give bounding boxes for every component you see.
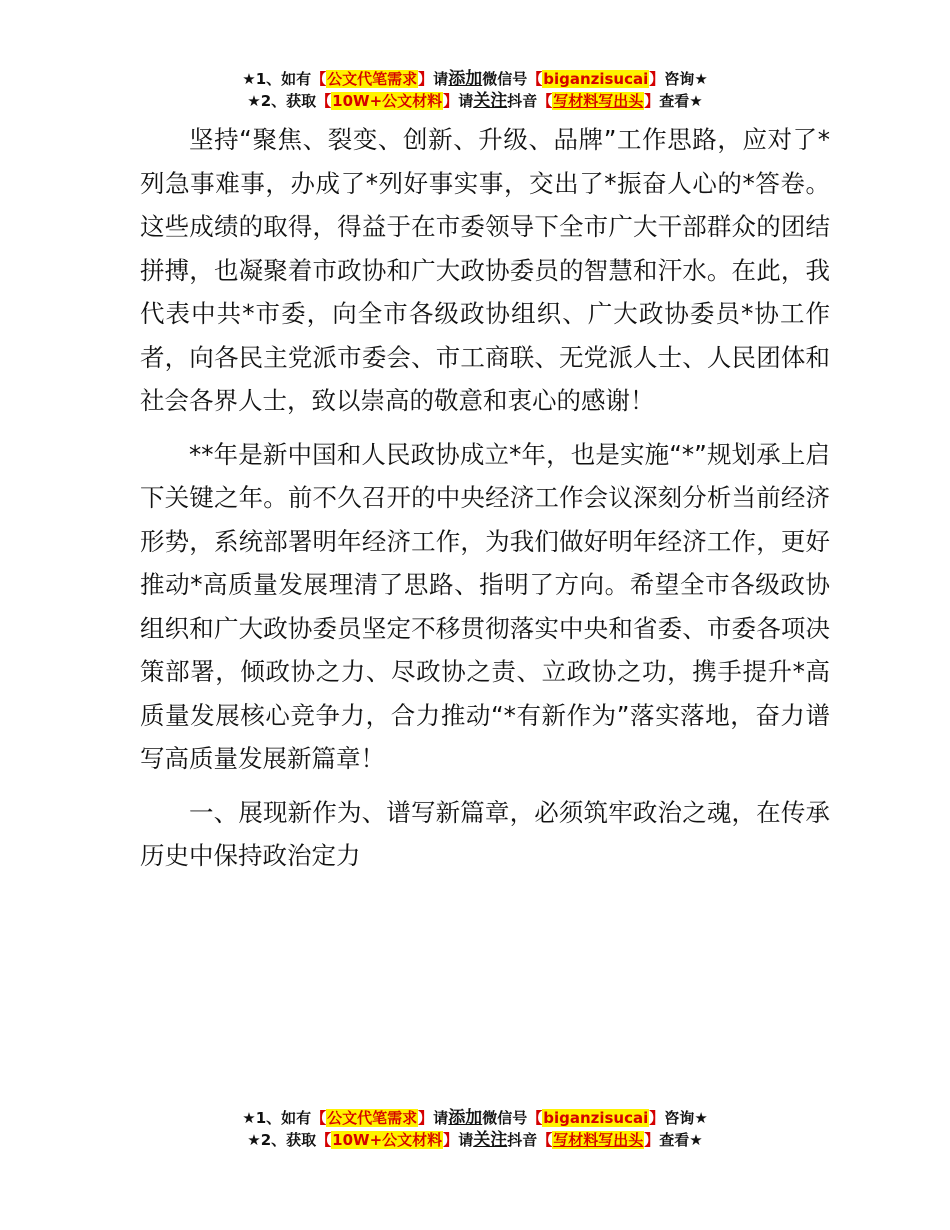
bracket-open: 【 bbox=[311, 1109, 327, 1127]
footer-line-2-suffix: 查看 bbox=[659, 1131, 690, 1149]
bracket-close: 】 bbox=[443, 92, 459, 110]
bracket-open: 【 bbox=[527, 70, 543, 88]
star-icon: ★ bbox=[247, 92, 261, 110]
footer-line-1 bbox=[0, 1107, 950, 1129]
footer-line-1-prefix: 1、如有 bbox=[255, 1109, 312, 1127]
bracket-close: 】 bbox=[649, 70, 665, 88]
header-line-2 bbox=[0, 90, 950, 112]
header-line-2-prefix: 2、获取 bbox=[260, 92, 317, 110]
wechat-id-highlight: biganzisucai bbox=[543, 1109, 649, 1127]
footer-line-2 bbox=[0, 1129, 950, 1151]
bracket-open: 【 bbox=[537, 92, 553, 110]
star-icon: ★ bbox=[247, 1131, 261, 1149]
footer-banner bbox=[0, 1107, 950, 1151]
document-body bbox=[140, 118, 830, 888]
header-line-1-add: 添加 bbox=[448, 69, 483, 89]
header-line-1-prefix: 1、如有 bbox=[255, 70, 312, 88]
wechat-id-highlight: biganzisucai bbox=[543, 70, 649, 88]
header-line-1-mid: 请 bbox=[433, 70, 449, 88]
paragraph: 坚持“聚焦、裂变、创新、升级、品牌”工作思路，应对了*列急事难事，办成了*列好事实事，交出了*振奋人心的*答卷。这些成绩的取得，得益于在市委领导下全市广大干部群众的团结拼搏，也凝聚着市政协和广大政协委员的智慧和汗水。在此，我代表中共*市委，向全市各级政协组织、广大政协委员*协工作者，向各民主党派市委会、市工商联、无党派人士、人民团体和社会各界人士，致以崇高的敬意和衷心的感谢！ bbox=[140, 125, 830, 415]
bracket-open: 【 bbox=[311, 70, 327, 88]
header-banner bbox=[0, 68, 950, 112]
section-heading: 一、展现新作为、谱写新篇章，必须筑牢政治之魂，在传承历史中保持政治定力 bbox=[140, 797, 830, 870]
header-line-2-mid: 请 bbox=[458, 92, 474, 110]
footer-line-1-suffix: 咨询 bbox=[664, 1109, 695, 1127]
materials-highlight: 10W+公文材料 bbox=[332, 1131, 443, 1149]
header-line-1-suffix: 咨询 bbox=[664, 70, 695, 88]
footer-line-1-mid: 请 bbox=[433, 1109, 449, 1127]
bracket-open: 【 bbox=[316, 1131, 332, 1149]
bracket-close: 】 bbox=[644, 1131, 660, 1149]
footer-line-2-mid-after: 抖音 bbox=[507, 1131, 538, 1149]
star-icon: ★ bbox=[242, 1109, 256, 1127]
bracket-open: 【 bbox=[316, 92, 332, 110]
header-line-1-mid-after: 微信号 bbox=[482, 70, 528, 88]
footer-line-1-mid-after: 微信号 bbox=[482, 1109, 528, 1127]
footer-line-2-prefix: 2、获取 bbox=[260, 1131, 317, 1149]
bracket-close: 】 bbox=[649, 1109, 665, 1127]
bracket-open: 【 bbox=[527, 1109, 543, 1127]
bracket-close: 】 bbox=[418, 1109, 434, 1127]
douyin-account-highlight: 写材料写出头 bbox=[553, 1131, 644, 1149]
footer-line-2-follow: 关注 bbox=[473, 1130, 508, 1150]
douyin-account-highlight: 写材料写出头 bbox=[553, 92, 644, 110]
header-line-1 bbox=[0, 68, 950, 90]
header-line-2-mid-after: 抖音 bbox=[507, 92, 538, 110]
footer-line-1-add: 添加 bbox=[448, 1108, 483, 1128]
star-icon: ★ bbox=[694, 1109, 708, 1127]
ghostwriting-highlight: 公文代笔需求 bbox=[327, 70, 418, 88]
footer-line-2-mid: 请 bbox=[458, 1131, 474, 1149]
star-icon: ★ bbox=[689, 92, 703, 110]
star-icon: ★ bbox=[689, 1131, 703, 1149]
paragraph: **年是新中国和人民政协成立*年，也是实施“*”规划承上启下关键之年。前不久召开的中央经济工作会议深刻分析当前经济形势，系统部署明年经济工作，为我们做好明年经济工作，更好推动*高质量发展理清了思路、指明了方向。希望全市各级政协组织和广大政协委员坚定不移贯彻落实中央和省委、市委各项决策部署，倾政协之力、尽政协之责、立政协之功，携手提升*高质量发展核心竞争力，合力推动“*有新作为”落实落地，奋力谱写高质量发展新篇章！ bbox=[140, 439, 830, 773]
star-icon: ★ bbox=[694, 70, 708, 88]
bracket-close: 】 bbox=[443, 1131, 459, 1149]
bracket-close: 】 bbox=[644, 92, 660, 110]
materials-highlight: 10W+公文材料 bbox=[332, 92, 443, 110]
ghostwriting-highlight: 公文代笔需求 bbox=[327, 1109, 418, 1127]
header-line-2-suffix: 查看 bbox=[659, 92, 690, 110]
bracket-open: 【 bbox=[537, 1131, 553, 1149]
bracket-close: 】 bbox=[418, 70, 434, 88]
star-icon: ★ bbox=[242, 70, 256, 88]
header-line-2-follow: 关注 bbox=[473, 91, 508, 111]
